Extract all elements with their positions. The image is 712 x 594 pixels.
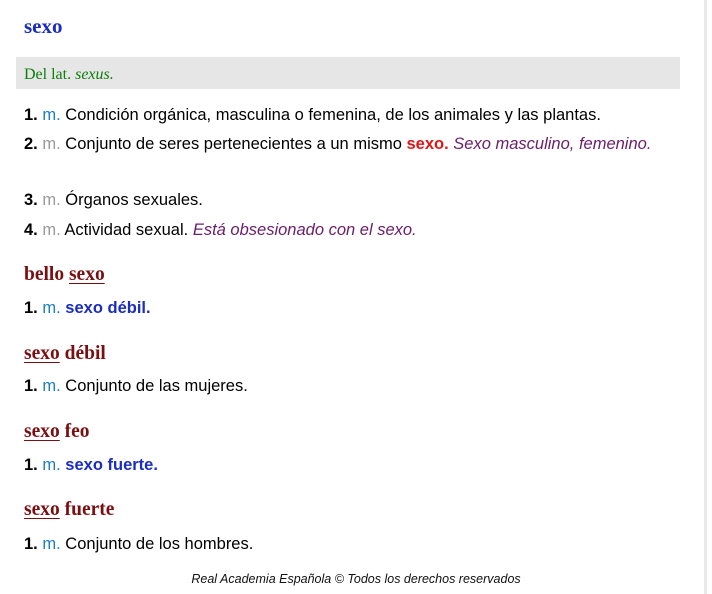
sense-number: 1.	[24, 456, 38, 474]
etymology-term: sexus.	[75, 66, 114, 83]
phrase-heading-sexo-fuerte	[24, 499, 114, 521]
grammar-abbr-link[interactable]: m.	[42, 535, 61, 553]
grammar-abbr-link[interactable]: m.	[42, 377, 61, 395]
sense-number: 1.	[24, 106, 38, 124]
phrase-sense-sexo-feo	[24, 452, 664, 478]
sense-number: 2.	[24, 135, 38, 153]
sense-number: 1.	[24, 377, 38, 395]
sense-number: 1.	[24, 535, 38, 553]
sense-text: Conjunto de seres pertenecientes a un mismo	[65, 135, 402, 153]
phrase-heading-bello-sexo	[24, 264, 105, 286]
phrase-heading-sexo-debil	[24, 343, 106, 365]
etymology-prefix: Del lat.	[24, 66, 72, 83]
usage-example: Sexo masculino, femenino.	[453, 135, 652, 153]
phrase-word: bello	[24, 264, 65, 285]
phrase-headword-link[interactable]: sexo	[24, 421, 60, 442]
cross-reference-link[interactable]: sexo débil.	[65, 299, 151, 317]
phrase-sense-bello-sexo	[24, 295, 664, 321]
cross-reference: sexo.	[406, 135, 449, 153]
sense-text: Condición orgánica, masculina o femenina, de los animales y las plantas.	[65, 106, 601, 124]
sense-number: 1.	[24, 299, 38, 317]
sense-text: Actividad sexual.	[64, 221, 189, 239]
sense-3	[24, 187, 664, 213]
phrase-word: débil	[64, 343, 106, 364]
sense-number: 4.	[24, 221, 38, 239]
grammar-abbr-link[interactable]: m.	[42, 456, 61, 474]
grammar-abbr: m.	[42, 221, 61, 239]
copyright-footer: Real Academia Española © Todos los derechos reservados	[191, 572, 521, 586]
phrase-headword-link[interactable]: sexo	[24, 499, 60, 520]
grammar-abbr-link[interactable]: m.	[42, 106, 61, 124]
phrase-sense-sexo-fuerte	[24, 531, 664, 557]
phrase-word: fuerte	[64, 499, 115, 520]
sense-number: 3.	[24, 191, 38, 209]
cross-reference-link[interactable]: sexo fuerte.	[65, 456, 158, 474]
phrase-sense-sexo-debil	[24, 373, 664, 399]
grammar-abbr: m.	[42, 191, 61, 209]
etymology-band	[16, 57, 680, 89]
phrase-word: feo	[64, 421, 90, 442]
grammar-abbr-link[interactable]: m.	[42, 299, 61, 317]
phrase-headword-link[interactable]: sexo	[24, 343, 60, 364]
phrase-headword-link[interactable]: sexo	[68, 264, 105, 285]
sense-2	[24, 131, 664, 157]
sense-text: Conjunto de las mujeres.	[65, 377, 248, 395]
sense-text: Conjunto de los hombres.	[65, 535, 254, 553]
phrase-heading-sexo-feo	[24, 421, 90, 443]
entry-headword: sexo	[24, 14, 63, 38]
usage-example: Está obsesionado con el sexo.	[192, 221, 417, 239]
grammar-abbr: m.	[42, 135, 61, 153]
sense-1	[24, 102, 664, 128]
sense-text: Órganos sexuales.	[65, 191, 203, 209]
right-border-divider	[704, 0, 707, 594]
sense-4	[24, 217, 664, 243]
